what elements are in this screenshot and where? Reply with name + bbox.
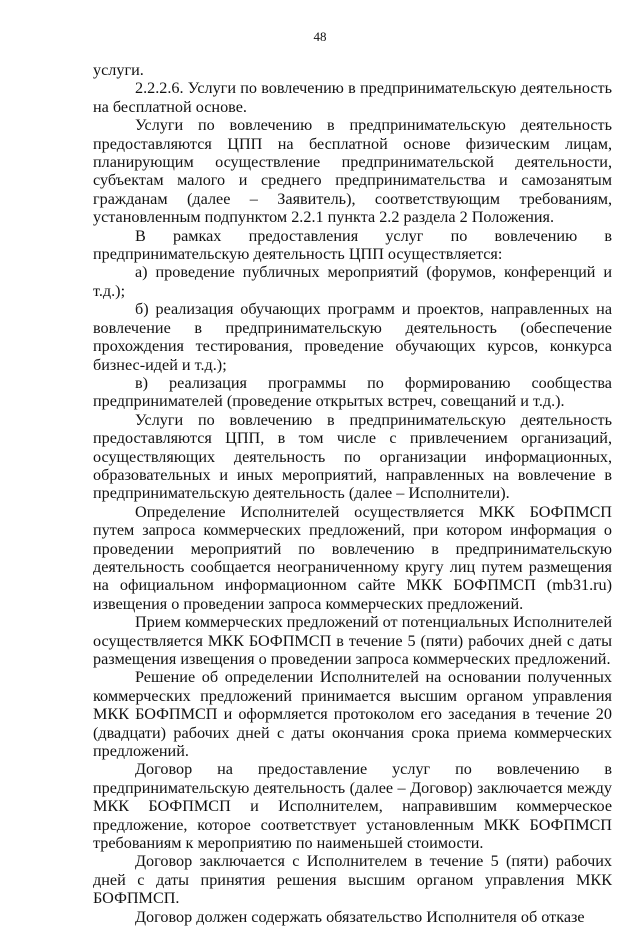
page-number: 48 [313,29,327,44]
paragraph-section-heading: 2.2.2.6. Услуги по вовлечению в предпринимательскую деятельность на бесплатной основе. [93,79,612,116]
list-item-a: а) проведение публичных мероприятий (форумов, конференций и т.д.); [93,263,612,300]
paragraph-executor-selection: Определение Исполнителей осуществляется МКК БОФПМСП путем запроса коммерческих предложений, при котором информация о проведении мероприятий по вовлечению в предпринимательскую деятельность сообщается неограниченному кругу лиц путем размещения на официальном информационном сайте МКК БОФПМСП (mb31.ru) извещения о проведении запроса коммерческих предложений. [93,502,612,613]
paragraph-contract-term: Договор заключается с Исполнителем в течение 5 (пяти) рабочих дней с даты принятия решения высшим органом управления МКК БОФПМСП. [93,852,612,908]
paragraph-services-description: Услуги по вовлечению в предпринимательскую деятельность предоставляются ЦПП на бесплатной основе физическим лицам, планирующим осуществление предпринимательской деятельности, субъектам малого и среднего предпринимательства и самозанятым гражданам (далее – Заявитель), соответствующим требованиям, установленным подпунктом 2.2.1 пункта 2.2 раздела 2 Положения. [93,116,612,227]
document-body [93,61,612,926]
paragraph-contract: Договор на предоставление услуг по вовлечению в предпринимательскую деятельность (далее – Договор) заключается между МКК БОФПМСП и Исполнителем, направившим коммерческое предложение, которое соответствует установленным МКК БОФПМСП требованиям к мероприятию по наименьшей стоимости. [93,760,612,853]
paragraph-continuation: услуги. [93,61,144,79]
paragraph-decision: Решение об определении Исполнителей на основании полученных коммерческих предложений принимается высшим органом управления МКК БОФПМСП и оформляется протоколом его заседания в течение 20 (двадцати) рабочих дней с даты окончания срока приема коммерческих предложений. [93,668,612,761]
paragraph-proposal-intake: Прием коммерческих предложений от потенциальных Исполнителей осуществляется МКК БОФПМСП в течение 5 (пяти) рабочих дней с даты размещения извещения о проведении запроса коммерческих предложений. [93,613,612,668]
paragraph-services-scope: В рамках предоставления услуг по вовлечению в предпринимательскую деятельность ЦПП осуществляется: [93,226,612,264]
list-item-b: б) реализация обучающих программ и проектов, направленных на вовлечение в предпринимательскую деятельность (обеспечение прохождения тестирования, проведение обучающих курсов, конкурса бизнес-идей и т.д.); [93,300,612,374]
list-item-c: в) реализация программы по формированию сообщества предпринимателей (проведение открытых встреч, совещаний и т.д.). [93,373,612,411]
paragraph-executors: Услуги по вовлечению в предпринимательскую деятельность предоставляются ЦПП, в том числе с привлечением организаций, осуществляющих деятельность по организации информационных, образовательных и иных мероприятий, направленных на вовлечение в предпринимательскую деятельность (далее – Исполнители). [93,410,612,503]
paragraph-contract-obligation: Договор должен содержать обязательство Исполнителя об отказе [135,907,585,926]
